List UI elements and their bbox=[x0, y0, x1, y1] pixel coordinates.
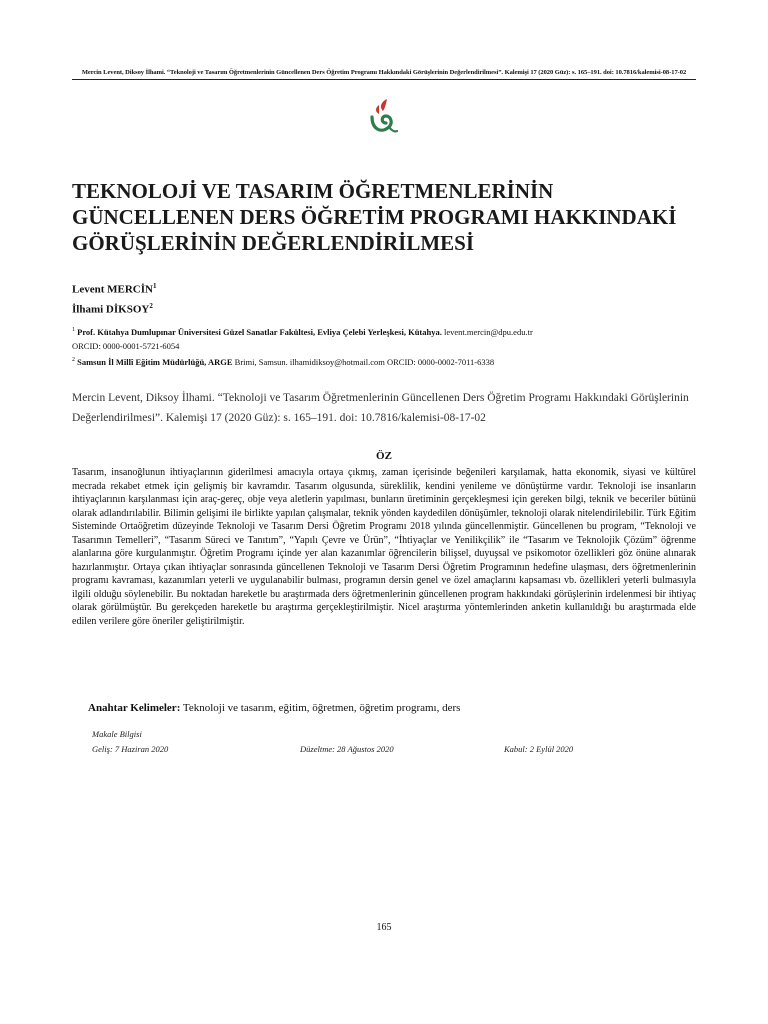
abstract-text: Tasarım, insanoğlunun ihtiyaçlarının giderilmesi amacıyla ortaya çıkmış, zaman içerisinde beğenileri karşılamak, hatta ekonomik, siyasi ve kültürel mecrada rekabet etmek için gelişmiş bir kavramdır. Tasarım olgusunda, süreklilik, kendini yenileme ve dönüştürme vardır. Teknoloji ise insanların ihtiyaçlarının karşılanması için araç-gereç, obje veya aletlerin yapılması, bunların üretiminin gerçekleşmesi için gereken bilgi, teknik ve beceriler bütünü olarak adlandırılabilir. Bilimin gelişimi ile birlikte yapılan çalışmalar, teknik yönden kaydedilen dönüşümler, teknoloji olarak nitelendirilebilir. Türk Eğitim Sisteminde Ortaöğretim düzeyinde Teknoloji ve Tasarım Dersi Öğretim Programı 2018 yılında güncellenmiştir. Güncellenen bu program, “Teknoloji ve Tasarımın Temelleri”, “Tasarım Süreci ve Tanıtım”, “Yapılı Çevre ve Ürün”, “İhtiyaçlar ve Yenilikçilik” ile “Tasarım ve Teknolojik Çözüm” öğrenme alanlarına göre kurgulanmıştır. Öğretim Programı içinde yer alan kazanımlar öğrencilerin bilişsel, duyuşsal ve psikomotor özellikleri göz önüne alınarak hazırlanmıştır. Ortaya çıkan ihtiyaçlar sonrasında güncellenen Teknoloji ve Tasarım Dersi Öğretim Programının hedefine ulaşması, ders öğretmenlerinin programı kavraması, kazanımları yeterli ve uygulanabilir bulması, programın dersin genel ve özel amaçlarını kapsaması vb. özellikleri yeterli bulmasıyla ilgili olduğu söylenebilir. Bu noktadan hareketle bu araştırmada ders öğretmenlerinin güncellenen program hakkındaki görüşlerinin irdelenmesi bir ihtiyaç olarak görülmüştür. Bu gerekçeden hareketle bu araştırma gerçekleştirilmiştir. Nicel araştırma yöntemlerinden anketin kullanıldığı bu araştırmada elde edilen verilere göre öneriler geliştirilmiştir. bbox=[72, 467, 696, 627]
keywords bbox=[88, 700, 698, 716]
author-name: Levent MERCİN bbox=[72, 283, 153, 296]
accepted-date: Kabul: 2 Eylül 2020 bbox=[504, 744, 574, 754]
received-date: Geliş: 7 Haziran 2020 bbox=[92, 744, 169, 754]
abstract-heading: ÖZ bbox=[376, 450, 392, 462]
affiliation-2 bbox=[72, 353, 712, 369]
author-affiliation-mark: 2 bbox=[149, 301, 153, 310]
running-head: Mercin Levent, Diksoy İlhami. “Teknoloji ve Tasarım Öğretmenlerinin Güncellenen Ders Öğretim Programı Hakkındaki Görüşlerinin Değerlendirilmesi”. Kalemişi 17 (2020 Güz): s. 165–191. doi: 10.7816/kalemisi-08-17-02 bbox=[81, 69, 687, 76]
journal-logo-icon bbox=[367, 97, 399, 137]
affiliation-contact: Brimi, Samsun. ilhamidiksoy@hotmail.com ORCID: 0000-0002-7011-6338 bbox=[232, 356, 495, 367]
author-1 bbox=[72, 278, 156, 298]
article-title: TEKNOLOJİ VE TASARIM ÖĞRETMENLERİNİN GÜNCELLENEN DERS ÖĞRETİM PROGRAMI HAKKINDAKİ GÖRÜŞLERİNİN DEĞERLENDİRİLMESİ bbox=[72, 179, 677, 255]
affiliation-institution: Prof. Kütahya Dumlupınar Üniversitesi Güzel Sanatlar Fakültesi, Evliya Çelebi Yerleşkesi, Kütahya. bbox=[77, 326, 442, 337]
affiliation-mark: 2 bbox=[72, 356, 75, 363]
affiliation-mark: 1 bbox=[72, 327, 75, 333]
header-rule bbox=[72, 79, 696, 80]
citation: Mercin Levent, Diksoy İlhami. “Teknoloji ve Tasarım Öğretmenlerinin Güncellenen Ders Öğretim Programı Hakkındaki Görüşlerinin Değerlendirilmesi”. Kalemişi 17 (2020 Güz): s. 165–191. doi: 10.7816/kalemisi-08-17-02 bbox=[72, 392, 689, 424]
author-affiliation-mark: 1 bbox=[152, 282, 157, 290]
affiliations bbox=[72, 323, 712, 369]
affiliation-1-orcid: ORCID: 0000-0001-5721-6054 bbox=[72, 340, 180, 351]
keywords-text: Teknoloji ve tasarım, eğitim, öğretmen, öğretim programı, ders bbox=[180, 702, 461, 714]
affiliation-1 bbox=[72, 323, 712, 339]
affiliation-contact: levent.mercin@dpu.edu.tr bbox=[441, 326, 533, 337]
affiliation-institution: Samsun İl Millî Eğitim Müdürlüğü, ARGE bbox=[77, 356, 233, 367]
author-2 bbox=[72, 298, 156, 318]
revised-date: Düzeltme: 28 Ağustos 2020 bbox=[300, 744, 394, 754]
author-list bbox=[72, 278, 156, 317]
article-info-label: Makale Bilgisi bbox=[92, 729, 142, 739]
author-name: İlhami DİKSOY bbox=[72, 303, 150, 316]
keywords-label: Anahtar Kelimeler: bbox=[88, 702, 181, 714]
page-number: 165 bbox=[376, 922, 392, 933]
